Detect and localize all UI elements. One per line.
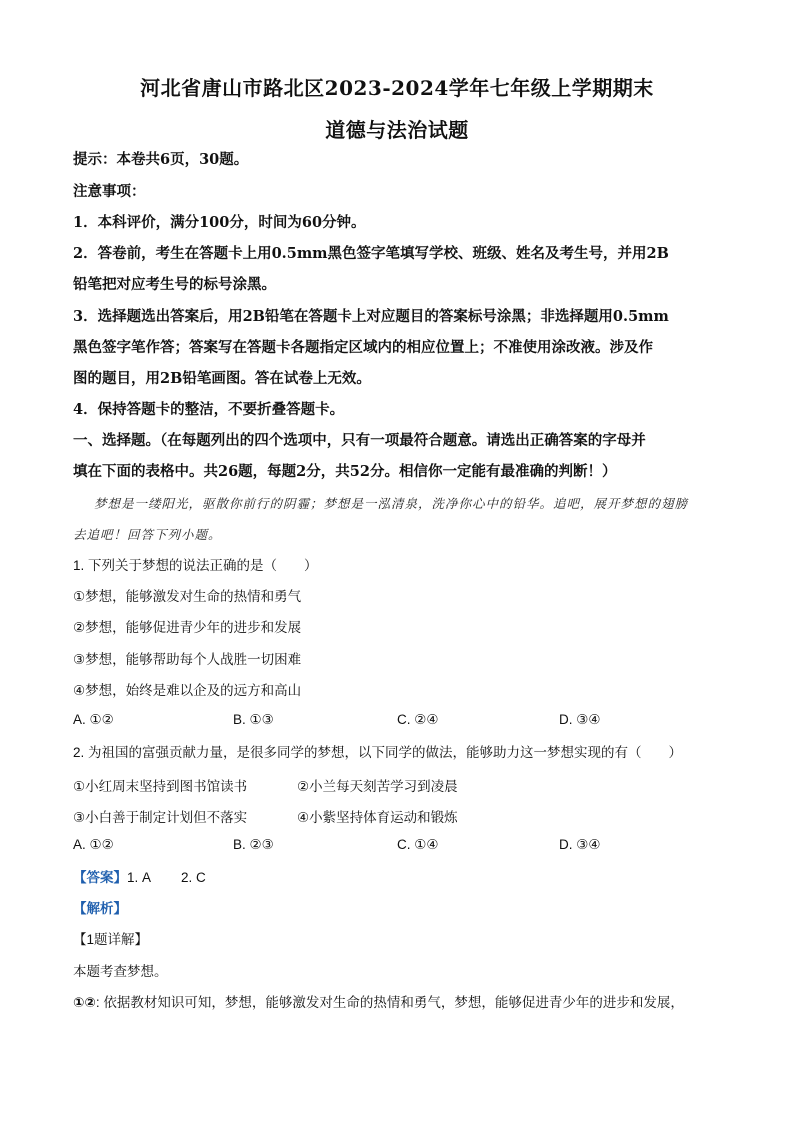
question-2-statement-3: ③小白善于制定计划但不落实	[73, 810, 248, 825]
notice-item-4: 4．保持答题卡的整洁，不要折叠答题卡。	[73, 401, 345, 418]
question-2-option-d: D. ③④	[559, 837, 601, 852]
question-1-statement-1: ①梦想，能够激发对生命的热情和勇气	[73, 589, 302, 604]
question-2-stem: 2. 为祖国的富强贡献力量，是很多同学的梦想，以下同学的做法，能够助力这一梦想实现的有（ ）	[73, 745, 683, 760]
question-2-option-c: C. ①④	[397, 837, 439, 852]
analysis-label: 【解析】	[73, 901, 127, 916]
exam-title: 河北省唐山市路北区2023-2024学年七年级上学期期末	[140, 76, 654, 100]
passage-intro: 梦想是一缕阳光，驱散你前行的阴霾；梦想是一泓清泉，洗净你心中的铅华。追吧，展开梦想的翅膀	[94, 496, 689, 511]
question-2-statement-1: ①小红周末坚持到图书馆读书	[73, 779, 248, 794]
answer-line	[73, 868, 723, 888]
detail-body	[73, 993, 723, 1013]
notice-item-3: 3．选择题选出答案后，用2B铅笔在答题卡上对应题目的答案标号涂黑；非选择题用0.5mm	[73, 308, 669, 325]
detail-mark: ①②	[73, 995, 96, 1010]
question-1-option-a: A. ①②	[73, 712, 114, 727]
question-2-statement-4: ④小紫坚持体育运动和锻炼	[297, 810, 458, 825]
hint-line: 提示：本卷共6页，30题。	[73, 151, 249, 168]
notice-item-2: 2．答卷前，考生在答题卡上用0.5mm黑色签字笔填写学校、班级、姓名及考生号，并用2B	[73, 245, 669, 262]
question-1-option-d: D. ③④	[559, 712, 601, 727]
section-heading-cont: 填在下面的表格中。共26题，每题2分，共52分。相信你一定能有最准确的判断！）	[73, 463, 617, 480]
question-2-option-b: B. ②③	[233, 837, 274, 852]
notice-item-1: 1．本科评价，满分100分，时间为60分钟。	[73, 214, 366, 231]
exam-subtitle: 道德与法治试题	[325, 118, 469, 142]
answer-text: 1. A 2. C	[127, 870, 206, 885]
analysis-line	[73, 899, 723, 919]
notice-item-2-cont: 铅笔把对应考生号的标号涂黑。	[73, 276, 276, 293]
detail-text: : 依据教材知识可知，梦想，能够激发对生命的热情和勇气，梦想，能够促进青少年的进步和发展，	[95, 995, 684, 1010]
question-1-stem: 1. 下列关于梦想的说法正确的是（ ）	[73, 558, 318, 573]
detail-intro: 本题考查梦想。	[73, 964, 168, 979]
notice-heading: 注意事项：	[73, 183, 146, 200]
question-2-statement-2: ②小兰每天刻苦学习到凌晨	[297, 779, 458, 794]
answer-label: 【答案】	[73, 870, 127, 885]
question-1-statement-3: ③梦想，能够帮助每个人战胜一切困难	[73, 652, 302, 667]
notice-item-3-cont2: 图的题目，用2B铅笔画图。答在试卷上无效。	[73, 370, 371, 387]
question-2-option-a: A. ①②	[73, 837, 114, 852]
question-1-option-c: C. ②④	[397, 712, 439, 727]
question-1-statement-4: ④梦想，始终是难以企及的远方和高山	[73, 683, 302, 698]
notice-item-3-cont: 黑色签字笔作答；答案写在答题卡各题指定区域内的相应位置上；不准使用涂改液。涉及作	[73, 339, 653, 356]
detail-heading: 【1题详解】	[73, 932, 149, 947]
question-1-option-b: B. ①③	[233, 712, 274, 727]
question-1-statement-2: ②梦想，能够促进青少年的进步和发展	[73, 620, 302, 635]
section-heading: 一、选择题。（在每题列出的四个选项中，只有一项最符合题意。请选出正确答案的字母并	[73, 432, 646, 449]
passage-intro-cont: 去追吧！回答下列小题。	[73, 527, 222, 542]
